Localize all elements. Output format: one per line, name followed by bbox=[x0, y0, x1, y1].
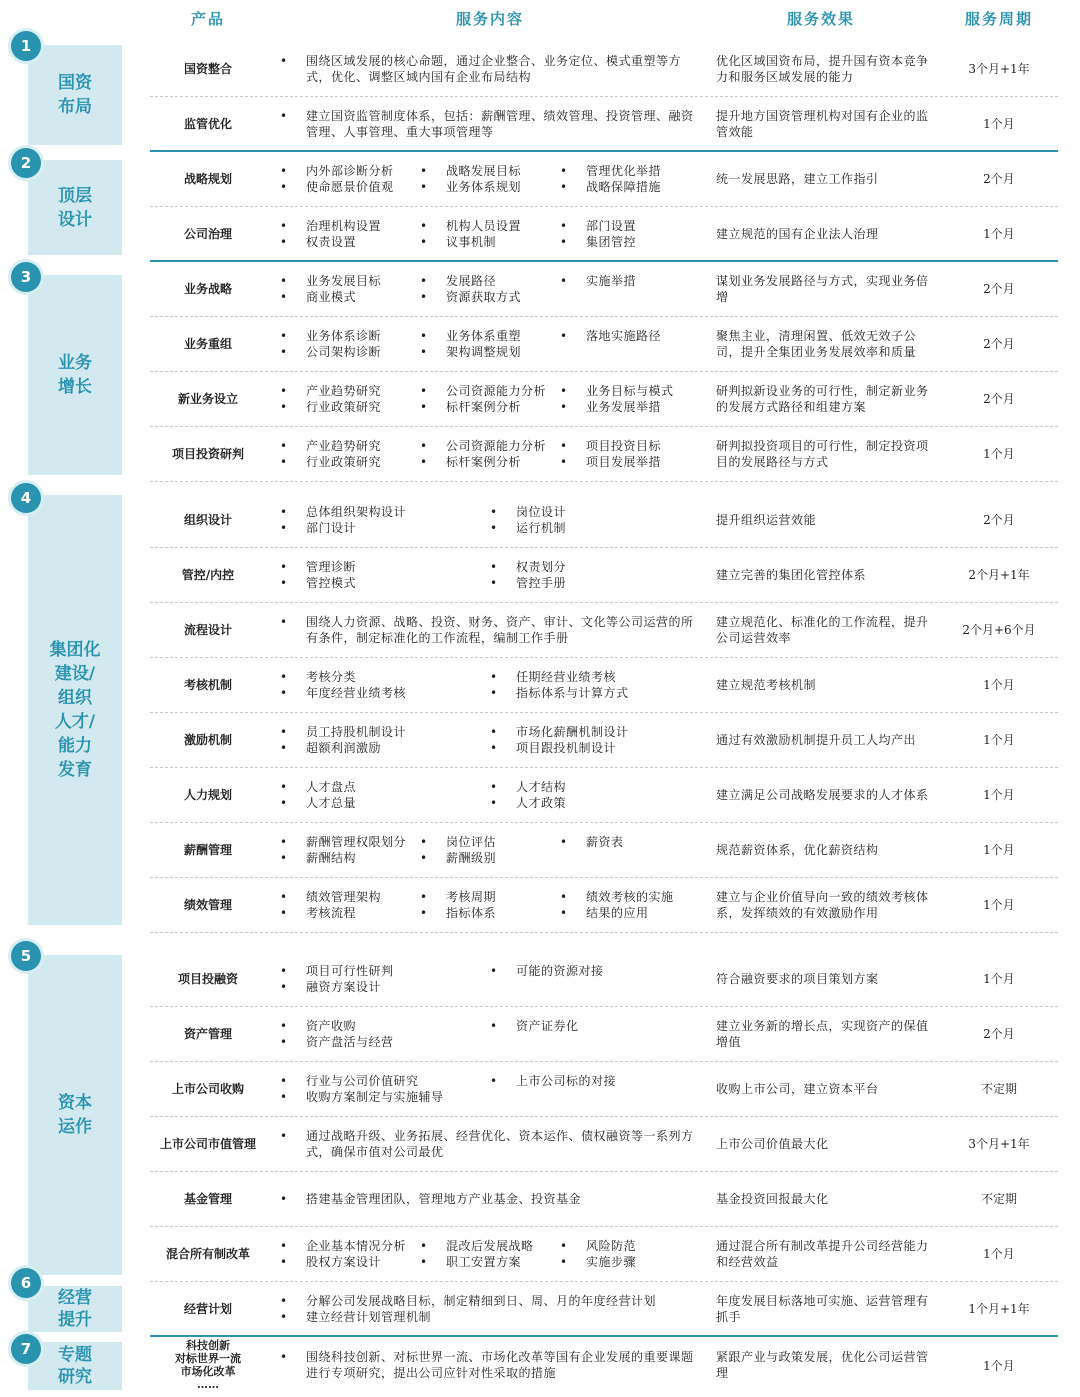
service-effect: 研判拟新设业务的可行性，制定新业务的发展方式路径和组建方案 bbox=[716, 383, 929, 414]
table-row bbox=[150, 1336, 1058, 1394]
product-name: 项目投融资 bbox=[177, 971, 238, 986]
content-bullet: • 项目跟投机制设计 bbox=[490, 740, 700, 756]
table-row bbox=[150, 602, 1058, 657]
service-period: 1个月 bbox=[983, 733, 1015, 747]
service-effect: 紧跟产业与政策发展，优化公司运营管理 bbox=[716, 1350, 929, 1380]
content-bullet: • 企业基本情况分析 bbox=[280, 1238, 420, 1254]
table-row bbox=[150, 426, 1058, 481]
product-name: 流程设计 bbox=[183, 622, 232, 637]
service-effect: 建立完善的集团化管控体系 bbox=[716, 567, 867, 582]
product-name: 人力规划 bbox=[183, 787, 232, 802]
service-period: 2个月 bbox=[983, 392, 1015, 406]
service-period: 1个月 bbox=[983, 447, 1015, 461]
product-name: 混合所有制改革 bbox=[165, 1246, 250, 1261]
content-bullet: • 绩效管理架构 bbox=[280, 889, 420, 905]
service-effect: 符合融资要求的项目策划方案 bbox=[716, 971, 879, 986]
service-period: 3个月+1年 bbox=[968, 1137, 1030, 1151]
content-paragraph: • 围绕区域发展的核心命题，通过企业整合、业务定位、模式重塑等方式，优化、调整区域内国有企业布局结构 bbox=[280, 53, 700, 85]
table-row bbox=[150, 1226, 1058, 1281]
product-name: 绩效管理 bbox=[183, 897, 232, 912]
service-content bbox=[280, 1006, 700, 1061]
table-row bbox=[150, 877, 1058, 932]
content-bullet: • 权责划分 bbox=[490, 559, 700, 575]
table-row bbox=[150, 657, 1058, 712]
content-bullet: • 岗位设计 bbox=[490, 504, 700, 520]
service-effect: 建立业务新的增长点，实现资产的保值增值 bbox=[716, 1018, 929, 1049]
table-row bbox=[150, 261, 1058, 316]
content-bullet: • 资产盘活与经营 bbox=[280, 1034, 490, 1050]
content-bullet: • 上市公司标的对接 bbox=[490, 1073, 700, 1089]
content-bullet: • 指标体系 bbox=[420, 905, 560, 921]
service-effect: 通过有效激励机制提升员工人均产出 bbox=[716, 732, 917, 747]
service-period: 2个月 bbox=[983, 172, 1015, 186]
content-bullet: • 实施步骤 bbox=[560, 1254, 700, 1270]
service-content bbox=[280, 657, 700, 712]
content-bullet: • 部门设计 bbox=[280, 520, 490, 536]
content-bullet: • 项目发展举措 bbox=[560, 454, 700, 470]
content-bullet: • 资源获取方式 bbox=[420, 289, 560, 305]
service-content bbox=[280, 426, 700, 481]
service-effect: 建立规范的国有企业法人治理 bbox=[716, 226, 879, 241]
product-name: 管控/内控 bbox=[181, 567, 235, 582]
service-content bbox=[280, 316, 700, 371]
content-bullet: • 分解公司发展战略目标，制定精细到日、周、月的年度经营计划 bbox=[280, 1293, 656, 1309]
product-name: 公司治理 bbox=[183, 226, 232, 241]
service-content bbox=[280, 206, 700, 261]
content-bullet: • 产业趋势研究 bbox=[280, 383, 420, 399]
content-bullet: • 集团管控 bbox=[560, 234, 700, 250]
category-label: 资本 运作 bbox=[58, 1093, 92, 1137]
table-row bbox=[150, 822, 1058, 877]
content-bullet: • 权责设置 bbox=[280, 234, 420, 250]
product-name: 科技创新 对标世界一流 市场化改革 …… bbox=[175, 1339, 241, 1391]
table-row bbox=[150, 41, 1058, 96]
service-content bbox=[280, 1226, 700, 1281]
service-content bbox=[280, 1336, 700, 1394]
content-bullet: • 战略发展目标 bbox=[420, 163, 560, 179]
row-divider bbox=[150, 932, 1058, 933]
content-bullet: • 机构人员设置 bbox=[420, 218, 560, 234]
header-effect: 服务效果 bbox=[786, 10, 855, 28]
product-name: 经营计划 bbox=[183, 1301, 232, 1316]
content-bullet: • 项目可行性研判 bbox=[280, 963, 490, 979]
product-name: 监管优化 bbox=[183, 116, 232, 131]
content-bullet: • 公司资源能力分析 bbox=[420, 383, 560, 399]
content-bullet: • 业务体系规划 bbox=[420, 179, 560, 195]
service-effect: 聚焦主业，清理闲置、低效无效子公司，提升全集团业务发展效率和质量 bbox=[716, 328, 917, 359]
content-bullet: • 业务发展举措 bbox=[560, 399, 700, 415]
content-bullet: • 指标体系与计算方式 bbox=[490, 685, 700, 701]
service-content bbox=[280, 1061, 700, 1116]
content-bullet: • 考核周期 bbox=[420, 889, 560, 905]
table-row bbox=[150, 492, 1058, 547]
content-bullet: • 混改后发展战略 bbox=[420, 1238, 560, 1254]
table-row bbox=[150, 1171, 1058, 1226]
content-paragraph: • 搭建基金管理团队，管理地方产业基金、投资基金 bbox=[280, 1191, 581, 1207]
content-bullet: • 建立经营计划管理机制 bbox=[280, 1309, 656, 1325]
table-row bbox=[150, 712, 1058, 767]
service-content bbox=[280, 712, 700, 767]
service-effect: 建立与企业价值导向一致的绩效考核体系，发挥绩效的有效激励作用 bbox=[716, 889, 929, 920]
category-number-badge: 6 bbox=[11, 1268, 41, 1298]
service-effect: 提升组织运营效能 bbox=[716, 512, 817, 527]
service-period: 2个月 bbox=[983, 282, 1015, 296]
content-bullet: • 薪资表 bbox=[560, 834, 700, 850]
service-effect: 基金投资回报最大化 bbox=[716, 1191, 829, 1206]
service-period: 2个月 bbox=[983, 1027, 1015, 1041]
service-effect: 规范薪资体系，优化薪资结构 bbox=[716, 842, 879, 857]
product-name: 国资整合 bbox=[183, 61, 232, 76]
service-period: 1个月+1年 bbox=[968, 1302, 1030, 1316]
content-bullet: • 内外部诊断分析 bbox=[280, 163, 420, 179]
service-effect: 建立规范化、标准化的工作流程，提升公司运营效率 bbox=[716, 614, 929, 645]
service-content bbox=[280, 1281, 700, 1336]
service-effect: 通过混合所有制改革提升公司经营能力和经营效益 bbox=[716, 1238, 929, 1269]
content-bullet: • 人才结构 bbox=[490, 779, 700, 795]
service-period: 1个月 bbox=[983, 972, 1015, 986]
table-row bbox=[150, 1006, 1058, 1061]
table-row bbox=[150, 1116, 1058, 1171]
content-bullet: • 资产证券化 bbox=[490, 1018, 700, 1034]
service-content bbox=[280, 822, 700, 877]
service-effect: 建立规范考核机制 bbox=[716, 677, 817, 692]
service-period: 2个月+1年 bbox=[968, 568, 1030, 582]
row-divider bbox=[150, 481, 1058, 482]
content-bullet: • 管控手册 bbox=[490, 575, 700, 591]
category-label: 业务 增长 bbox=[58, 353, 92, 397]
content-bullet: • 行业与公司价值研究 bbox=[280, 1073, 490, 1089]
product-name: 上市公司市值管理 bbox=[159, 1136, 256, 1151]
content-bullet: • 标杆案例分析 bbox=[420, 454, 560, 470]
table-row bbox=[150, 371, 1058, 426]
category-number-badge: 3 bbox=[11, 262, 41, 292]
product-name: 考核机制 bbox=[183, 677, 232, 692]
content-bullet: • 架构调整规划 bbox=[420, 344, 560, 360]
service-period: 1个月 bbox=[983, 1247, 1015, 1261]
service-content bbox=[280, 1171, 700, 1226]
header-product: 产品 bbox=[190, 10, 225, 28]
content-bullet: • 运行机制 bbox=[490, 520, 700, 536]
product-name: 激励机制 bbox=[183, 732, 232, 747]
service-period: 2个月 bbox=[983, 337, 1015, 351]
content-bullet: • 公司资源能力分析 bbox=[420, 438, 560, 454]
content-bullet: • 业务目标与模式 bbox=[560, 383, 700, 399]
content-bullet: • 行业政策研究 bbox=[280, 399, 420, 415]
content-bullet: • 项目投资目标 bbox=[560, 438, 700, 454]
category-number-badge: 2 bbox=[11, 148, 41, 178]
content-bullet: • 业务发展目标 bbox=[280, 273, 420, 289]
content-paragraph: • 围绕科技创新、对标世界一流、市场化改革等国有企业发展的重要课题进行专项研究，提出公司应针对性采取的措施 bbox=[280, 1349, 700, 1381]
service-period: 1个月 bbox=[983, 1358, 1015, 1373]
content-bullet: • 人才总量 bbox=[280, 795, 490, 811]
content-bullet: • 管理优化举措 bbox=[560, 163, 700, 179]
content-bullet: • 股权方案设计 bbox=[280, 1254, 420, 1270]
content-bullet: • 管理诊断 bbox=[280, 559, 490, 575]
content-paragraph: • 围绕人力资源、战略、投资、财务、资产、审计、文化等公司运营的所有条件，制定标准化的工作流程，编制工作手册 bbox=[280, 614, 700, 646]
content-bullet: • 超额利润激励 bbox=[280, 740, 490, 756]
service-content bbox=[280, 1116, 700, 1171]
service-period: 1个月 bbox=[983, 788, 1015, 802]
content-bullet: • 可能的资源对接 bbox=[490, 963, 700, 979]
content-bullet: • 岗位评估 bbox=[420, 834, 560, 850]
content-bullet: • 人才政策 bbox=[490, 795, 700, 811]
category-label: 集团化 建设/ 组织 人才/ 能力 发育 bbox=[49, 640, 101, 780]
content-bullet: • 实施举措 bbox=[560, 273, 700, 289]
content-bullet: • 考核流程 bbox=[280, 905, 420, 921]
service-effect: 建立满足公司战略发展要求的人才体系 bbox=[716, 787, 929, 802]
table-row bbox=[150, 316, 1058, 371]
content-bullet: • 行业政策研究 bbox=[280, 454, 420, 470]
service-period: 1个月 bbox=[983, 678, 1015, 692]
content-paragraph: • 通过战略升级、业务拓展、经营优化、资本运作、债权融资等一系列方式，确保市值对公司最优 bbox=[280, 1128, 700, 1160]
content-bullet: • 薪酬级别 bbox=[420, 850, 560, 866]
service-effect: 提升地方国资管理机构对国有企业的监管效能 bbox=[716, 108, 929, 139]
product-name: 新业务设立 bbox=[177, 391, 238, 406]
content-bullet: • 绩效考核的实施 bbox=[560, 889, 700, 905]
content-bullet: • 任期经营业绩考核 bbox=[490, 669, 700, 685]
category-label: 经营 提升 bbox=[58, 1288, 92, 1330]
content-bullet: • 收购方案制定与实施辅导 bbox=[280, 1089, 490, 1105]
content-bullet: • 人才盘点 bbox=[280, 779, 490, 795]
service-effect: 上市公司价值最大化 bbox=[716, 1136, 829, 1151]
product-name: 资产管理 bbox=[183, 1026, 232, 1041]
category-number-badge: 7 bbox=[11, 1334, 41, 1364]
service-effect: 谋划业务发展路径与方式，实现业务倍增 bbox=[716, 273, 929, 304]
service-effect: 收购上市公司，建立资本平台 bbox=[716, 1081, 879, 1096]
service-content bbox=[280, 767, 700, 822]
content-bullet: • 市场化薪酬机制设计 bbox=[490, 724, 700, 740]
content-paragraph: • 建立国资监管制度体系，包括：薪酬管理、绩效管理、投资管理、融资管理、人事管理、重大事项管理等 bbox=[280, 108, 700, 140]
category-number-badge: 4 bbox=[11, 483, 41, 513]
table-row bbox=[150, 547, 1058, 602]
service-content bbox=[280, 151, 700, 206]
service-content bbox=[280, 602, 700, 657]
content-bullet: • 融资方案设计 bbox=[280, 979, 490, 995]
content-bullet: • 业务体系诊断 bbox=[280, 328, 420, 344]
category-number-badge: 1 bbox=[11, 31, 41, 61]
product-name: 业务战略 bbox=[183, 281, 232, 296]
category-label: 顶层 设计 bbox=[58, 185, 92, 230]
content-bullet: • 年度经营业绩考核 bbox=[280, 685, 490, 701]
header-period: 服务周期 bbox=[964, 10, 1033, 28]
content-bullet: • 治理机构设置 bbox=[280, 218, 420, 234]
content-bullet: • 风险防范 bbox=[560, 1238, 700, 1254]
service-content bbox=[280, 547, 700, 602]
category-label: 专题 研究 bbox=[58, 1345, 92, 1387]
product-name: 项目投资研判 bbox=[171, 446, 244, 461]
service-content bbox=[280, 877, 700, 932]
product-name: 上市公司收购 bbox=[171, 1081, 244, 1096]
service-period: 不定期 bbox=[980, 1082, 1017, 1096]
table-row bbox=[150, 767, 1058, 822]
content-bullet: • 考核分类 bbox=[280, 669, 490, 685]
table-row bbox=[150, 1061, 1058, 1116]
service-effect: 优化区域国资布局，提升国有资本竞争力和服务区域发展的能力 bbox=[716, 53, 929, 84]
content-bullet: • 议事机制 bbox=[420, 234, 560, 250]
service-content bbox=[280, 41, 700, 96]
content-bullet: • 落地实施路径 bbox=[560, 328, 700, 344]
service-period: 1个月 bbox=[983, 898, 1015, 912]
category-number-badge: 5 bbox=[11, 941, 41, 971]
header-content: 服务内容 bbox=[455, 10, 524, 28]
service-content bbox=[280, 492, 700, 547]
content-bullet: • 薪酬结构 bbox=[280, 850, 420, 866]
content-bullet: • 标杆案例分析 bbox=[420, 399, 560, 415]
service-period: 1个月 bbox=[983, 117, 1015, 131]
service-content bbox=[280, 951, 700, 1006]
content-bullet: • 发展路径 bbox=[420, 273, 560, 289]
product-name: 薪酬管理 bbox=[183, 842, 232, 857]
content-bullet: • 结果的应用 bbox=[560, 905, 700, 921]
service-period: 1个月 bbox=[983, 227, 1015, 241]
category-label: 国资 布局 bbox=[58, 73, 92, 117]
service-effect: 年度发展目标落地可实施、运营管理有抓手 bbox=[716, 1293, 929, 1324]
service-period: 3个月+1年 bbox=[968, 62, 1030, 76]
table-row bbox=[150, 1281, 1058, 1336]
content-bullet: • 业务体系重塑 bbox=[420, 328, 560, 344]
content-bullet: • 总体组织架构设计 bbox=[280, 504, 490, 520]
table-row bbox=[150, 206, 1058, 261]
content-bullet: • 部门设置 bbox=[560, 218, 700, 234]
content-bullet: • 使命愿景价值观 bbox=[280, 179, 420, 195]
service-period: 1个月 bbox=[983, 843, 1015, 857]
table-row bbox=[150, 96, 1058, 151]
content-bullet: • 员工持股机制设计 bbox=[280, 724, 490, 740]
content-bullet: • 商业模式 bbox=[280, 289, 420, 305]
content-bullet: • 公司架构诊断 bbox=[280, 344, 420, 360]
service-content bbox=[280, 371, 700, 426]
service-effect: 研判拟投资项目的可行性，制定投资项目的发展路径与方式 bbox=[716, 438, 929, 469]
table-row bbox=[150, 951, 1058, 1006]
table-row bbox=[150, 151, 1058, 206]
service-period: 不定期 bbox=[980, 1192, 1017, 1206]
content-bullet: • 资产收购 bbox=[280, 1018, 490, 1034]
service-period: 2个月 bbox=[983, 513, 1015, 527]
content-bullet: • 战略保障措施 bbox=[560, 179, 700, 195]
product-name: 战略规划 bbox=[183, 171, 232, 186]
service-effect: 统一发展思路，建立工作指引 bbox=[716, 171, 879, 186]
service-period: 2个月+6个月 bbox=[962, 623, 1036, 637]
service-content bbox=[280, 261, 700, 316]
content-bullet: • 产业趋势研究 bbox=[280, 438, 420, 454]
content-bullet: • 职工安置方案 bbox=[420, 1254, 560, 1270]
content-bullet: • 薪酬管理权限划分 bbox=[280, 834, 420, 850]
product-name: 组织设计 bbox=[183, 512, 232, 527]
content-bullet: • 管控模式 bbox=[280, 575, 490, 591]
service-content bbox=[280, 96, 700, 151]
product-name: 业务重组 bbox=[183, 336, 232, 351]
product-name: 基金管理 bbox=[183, 1191, 232, 1206]
